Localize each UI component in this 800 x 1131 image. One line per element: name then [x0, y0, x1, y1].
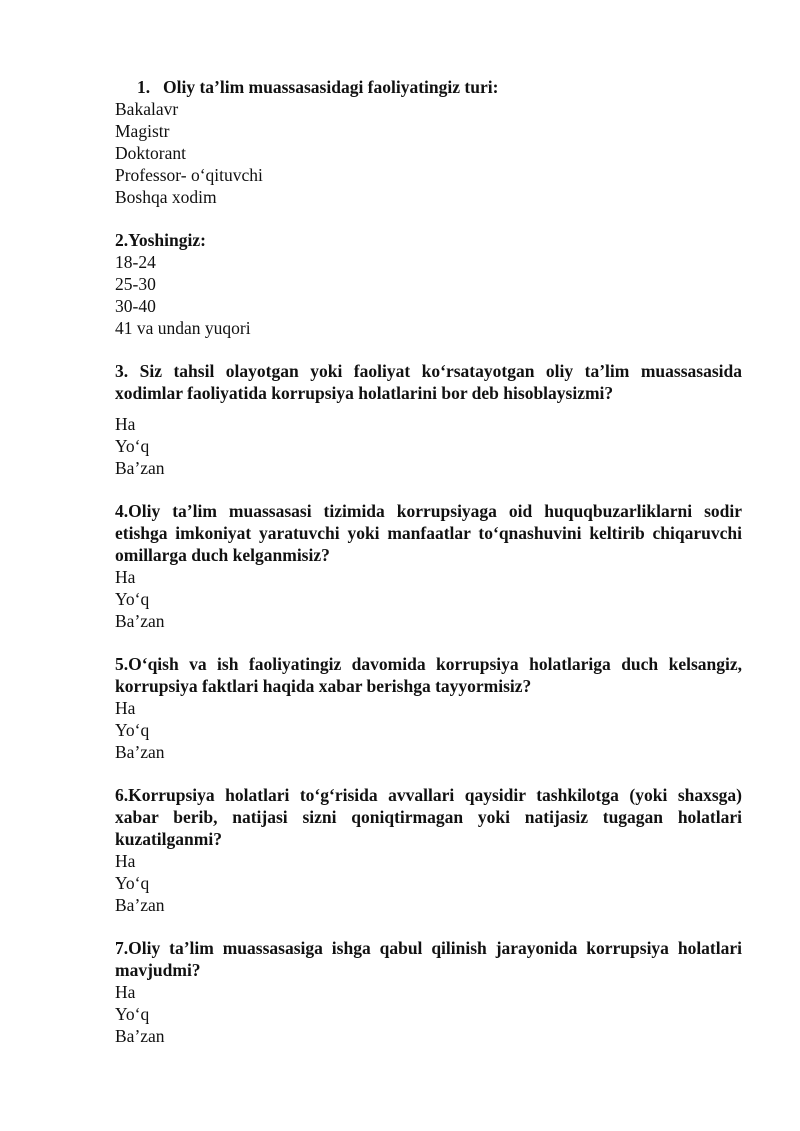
answer-option: Yo‘q [115, 720, 150, 740]
answer-option: 18-24 [115, 252, 156, 272]
answer-option: Ba’zan [115, 742, 165, 762]
answer-option: Ha [115, 567, 136, 587]
answer-option: Yo‘q [115, 1004, 150, 1024]
question-title: 7.Oliy ta’lim muassasasiga ishga qabul qilinish jarayonida korrupsiya holatlari mavjudmi? [115, 938, 742, 980]
answer-option: Doktorant [115, 143, 186, 163]
question-title: 6.Korrupsiya holatlari to‘g‘risida avvallari qaysidir tashkilotga (yoki shaxsga) xabar berib, natijasi sizni qoniqtirmagan yoki natijasiz tugagan holatlari kuzatilganmi? [115, 785, 742, 849]
question-7 [115, 937, 742, 1047]
answer-option: Yo‘q [115, 436, 150, 456]
answer-option: Professor- o‘qituvchi [115, 165, 263, 185]
answer-option: Yo‘q [115, 873, 150, 893]
document-page [115, 76, 742, 1047]
answer-option: Boshqa xodim [115, 187, 217, 207]
question-text: Oliy ta’lim muassasasidagi faoliyatingiz turi: [163, 77, 499, 97]
question-1 [115, 76, 742, 208]
question-title: 5.O‘qish va ish faoliyatingiz davomida korrupsiya holatlariga duch kelsangiz, korrupsiya faktlari haqida xabar berishga tayyormisiz? [115, 654, 742, 696]
question-number: 1. [137, 77, 151, 97]
question-title [115, 76, 742, 98]
answer-option: Ba’zan [115, 895, 165, 915]
answer-option: Ha [115, 851, 136, 871]
answer-option: Ha [115, 698, 136, 718]
answer-option: Magistr [115, 121, 170, 141]
answer-option: Ha [115, 414, 136, 434]
answer-option: Yo‘q [115, 589, 150, 609]
question-6 [115, 784, 742, 916]
answer-option: Bakalavr [115, 99, 179, 119]
answer-option: Ba’zan [115, 611, 165, 631]
question-5 [115, 653, 742, 763]
answer-option: 30-40 [115, 296, 156, 316]
question-title: 2.Yoshingiz: [115, 230, 206, 250]
question-4 [115, 500, 742, 632]
answer-option: Ba’zan [115, 458, 165, 478]
question-title: 4.Oliy ta’lim muassasasi tizimida korrupsiyaga oid huquqbuzarliklarni sodir etishga imkoniyat yaratuvchi yoki manfaatlar to‘qnashuvini keltirib chiqaruvchi omillarga duch kelganmisiz? [115, 501, 742, 565]
question-3 [115, 360, 742, 479]
answer-option: Ha [115, 982, 136, 1002]
answer-option: Ba’zan [115, 1026, 165, 1046]
answer-option: 25-30 [115, 274, 156, 294]
question-title: 3. Siz tahsil olayotgan yoki faoliyat ko‘rsatayotgan oliy ta’lim muassasasida xodimlar faoliyatida korrupsiya holatlarini bor deb hisoblaysizmi? [115, 361, 742, 403]
question-2 [115, 229, 742, 339]
answer-option: 41 va undan yuqori [115, 318, 251, 338]
